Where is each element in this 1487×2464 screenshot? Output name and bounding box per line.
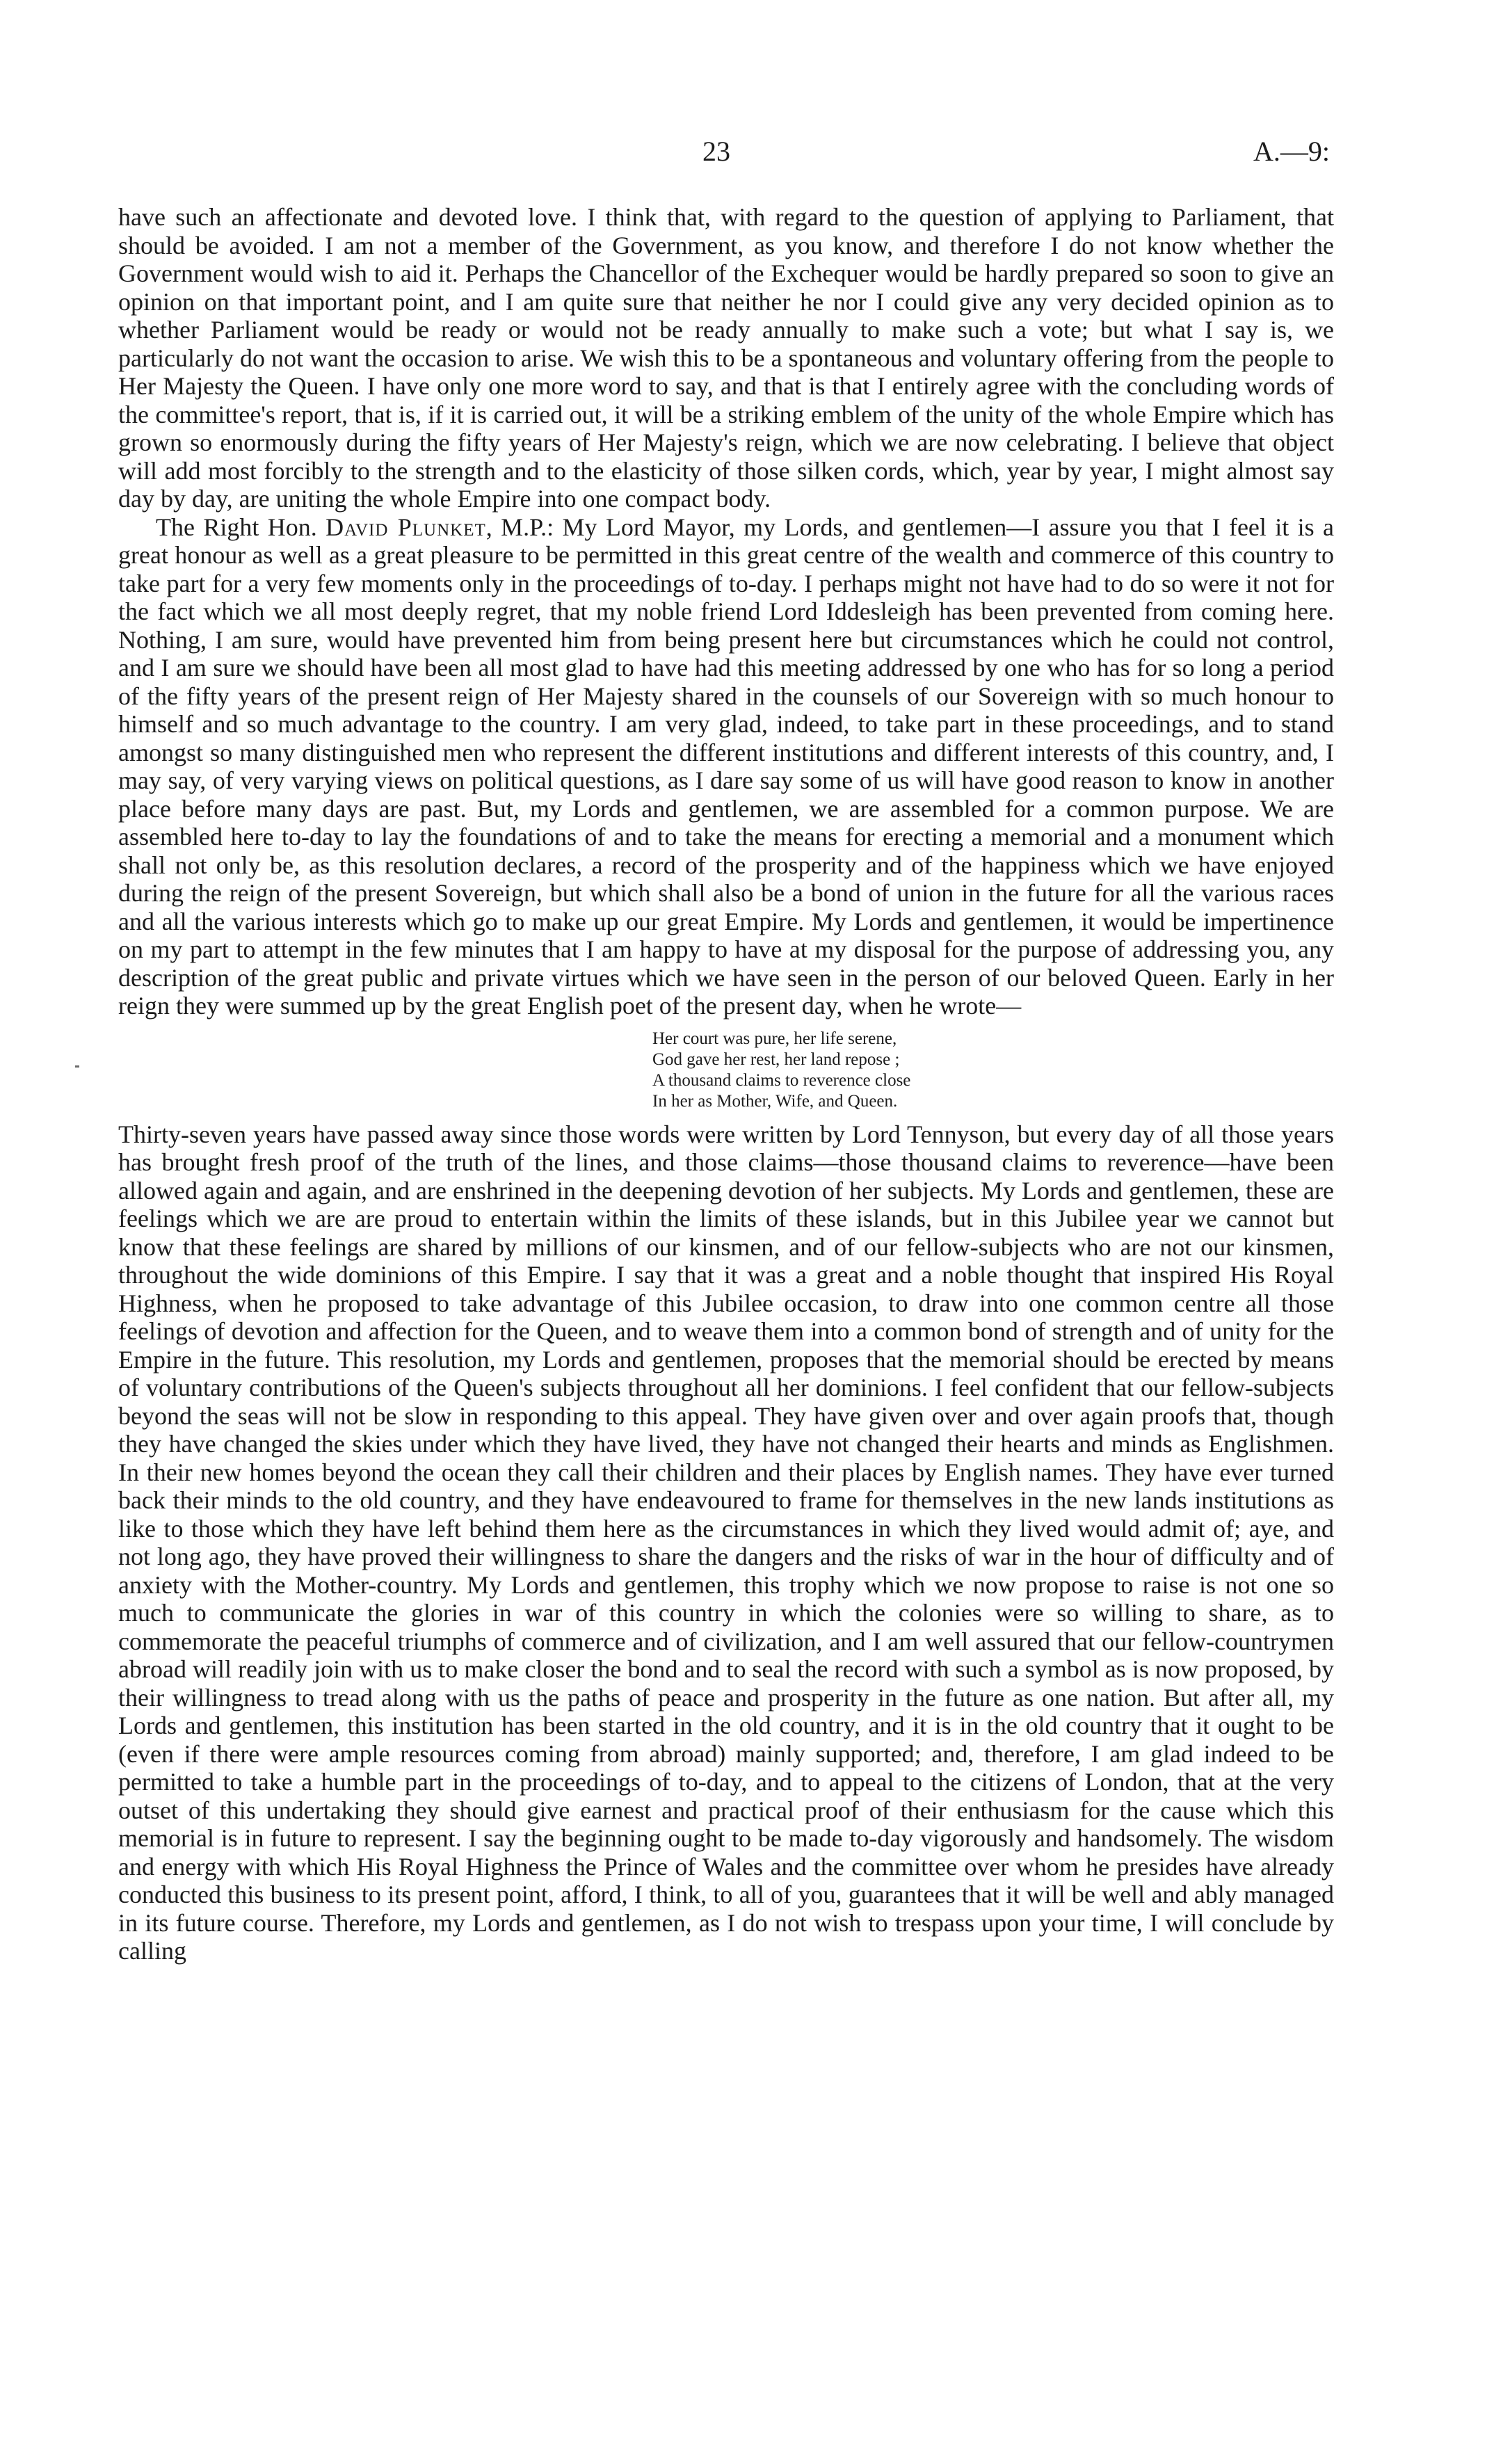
poem-line: A thousand claims to reverence close: [652, 1070, 911, 1090]
speaker-suffix: , M.P.:: [485, 513, 554, 541]
poem-line: God gave her rest, her land repose ;: [652, 1049, 900, 1069]
speaker-name: David Plunket: [325, 513, 486, 541]
speech-text: My Lord Mayor, my Lords, and gentlemen—I assure you that I feel it is a great honour as well as a great pleasure to be permitted in this great centre of the wealth and commerce of this country to take part for a very few moments only in the proceedings of to-day. I perhaps might not have had to do so were it not for the fact which we all most deeply regret, that my noble friend Lord Iddesleigh has been prevented from coming here. Nothing, I am sure, would have prevented him from being present here but circumstances which he could not control, and I am sure we should have been all most glad to have had this meeting addressed by one who has for so long a period of the fifty years of the present reign of Her Majesty shared in the counsels of our Sovereign with so much honour to himself and so much advantage to the country. I am very glad, indeed, to take part in these proceedings, and to stand amongst so many distinguished men who represent the different institutions and different interests of this country, and, I may say, of very varying views on political questions, as I dare say some of us will have good reason to know in another place before many days are past. But, my Lords and gentlemen, we are assembled for a common purpose. We are assembled here to-day to lay the foundations of and to take the means for erecting a memorial and a monument which shall not only be, as this resolution declares, a record of the prosperity and of the happiness which we have enjoyed during the reign of the present Sovereign, but which shall also be a bond of union in the future for all the various races and all the various interests which go to make up our great Empire. My Lords and gentlemen, it would be impertinence on my part to attempt in the few minutes that I am happy to have at my disposal for the purpose of addressing you, any description of the great public and private virtues which we have seen in the person of our beloved Queen. Early in her reign they were summed up by the great English poet of the present day, when he wrote—: [118, 513, 1335, 1020]
document-reference: A.—9:: [1253, 136, 1330, 167]
body-text: [118, 203, 1334, 1965]
poem-line: In her as Mother, Wife, and Queen.: [652, 1091, 898, 1111]
poem-line: Her court was pure, her life serene,: [652, 1029, 897, 1048]
speaker-title: The Right Hon.: [156, 513, 317, 541]
paragraph-after-quotation: Thirty-seven years have passed away since those words were written by Lord Tennyson, but every day of all those years has brought fresh proof of the truth of the lines, and those claims—those thousand claims to reverence—have been allowed again and again, and are enshrined in the deepening devotion of her subjects. My Lords and gentlemen, these are feelings which we are are proud to entertain within the limits of these islands, but in this Jubilee year we cannot but know that these feelings are shared by millions of our kinsmen, and of our fellow-subjects who are not our kinsmen, throughout the wide dominions of this Empire. I say that it was a great and a noble thought that inspired His Royal Highness, when he proposed to take advantage of this Jubilee occasion, to draw into one common centre all those feelings of devotion and affection for the Queen, and to weave them into a common bond of strength and of unity for the Empire in the future. This resolution, my Lords and gentlemen, proposes that the memorial should be erected by means of voluntary contributions of the Queen's subjects throughout all her dominions. I feel confident that our fellow-subjects beyond the seas will not be slow in responding to this appeal. They have given over and over again proofs that, though they have changed the skies under which they have lived, they have not changed their hearts and minds as Englishmen. In their new homes beyond the ocean they call their children and their places by English names. They have ever turned back their minds to the old country, and they have endeavoured to frame for themselves in the new lands institutions as like to those which they have left behind them here as the circumstances in which they lived would admit of; aye, and not long ago, they have proved their willingness to share the dangers and the risks of war in the hour of difficulty and of anxiety with the Mother-country. My Lords and gentlemen, this trophy which we now propose to raise is not one so much to communicate the glories in war of this country in which the colonies were so willing to share, as to commemorate the peaceful triumphs of commerce and of civilization, and I am well assured that our fellow-countrymen abroad will readily join with us to make closer the bond and to seal the record with such a symbol as is now proposed, by their willingness to tread along with us the paths of peace and prosperity in the future as one nation. But after all, my Lords and gentlemen, this institution has been started in the old country, and it is in the old country that it ought to be (even if there were ample resources coming from abroad) mainly supported; and, therefore, I am glad indeed to be permitted to take a humble part in the proceedings of to-day, and to appeal to the citizens of London, that at the very outset of this undertaking they should give earnest and practical proof of their enthusiasm for the cause which this memorial is in future to represent. I say the beginning ought to be made to-day vigorously and handsomely. The wisdom and energy with which His Royal Highness the Prince of Wales and the committee over whom he presides have already conducted this business to its present point, afford, I think, to all of you, guarantees that it will be well and ably managed in its future course. Therefore, my Lords and gentlemen, as I do not wish to trespass upon your time, I will conclude by calling: [118, 1120, 1334, 1965]
paragraph-plunket-speech: [118, 513, 1334, 1020]
page-number: 23: [702, 136, 730, 167]
tennyson-quotation: [652, 1029, 1334, 1112]
margin-mark: [75, 1065, 79, 1068]
paragraph-continued-speech: have such an affectionate and devoted love. I think that, with regard to the question of applying to Parliament, that should be avoided. I am not a member of the Government, as you know, and therefore I do not know whether the Government would wish to aid it. Perhaps the Chancellor of the Exchequer would be hardly prepared so soon to give an opinion on that important point, and I am quite sure that neither he nor I could give any very decided opinion as to whether Parliament would be ready or would not be ready annually to make such a vote; but what I say is, we particularly do not want the occasion to arise. We wish this to be a spontaneous and voluntary offering from the people to Her Majesty the Queen. I have only one more word to say, and that is that I entirely agree with the concluding words of the committee's report, that is, if it is carried out, it will be a striking emblem of the unity of the whole Empire which has grown so enormously during the fifty years of Her Majesty's reign, which we are now celebrating. I believe that object will add most forcibly to the strength and to the elasticity of those silken cords, which, year by year, I might almost say day by day, are uniting the whole Empire into one compact body.: [118, 203, 1334, 513]
page-header: [0, 134, 1487, 175]
